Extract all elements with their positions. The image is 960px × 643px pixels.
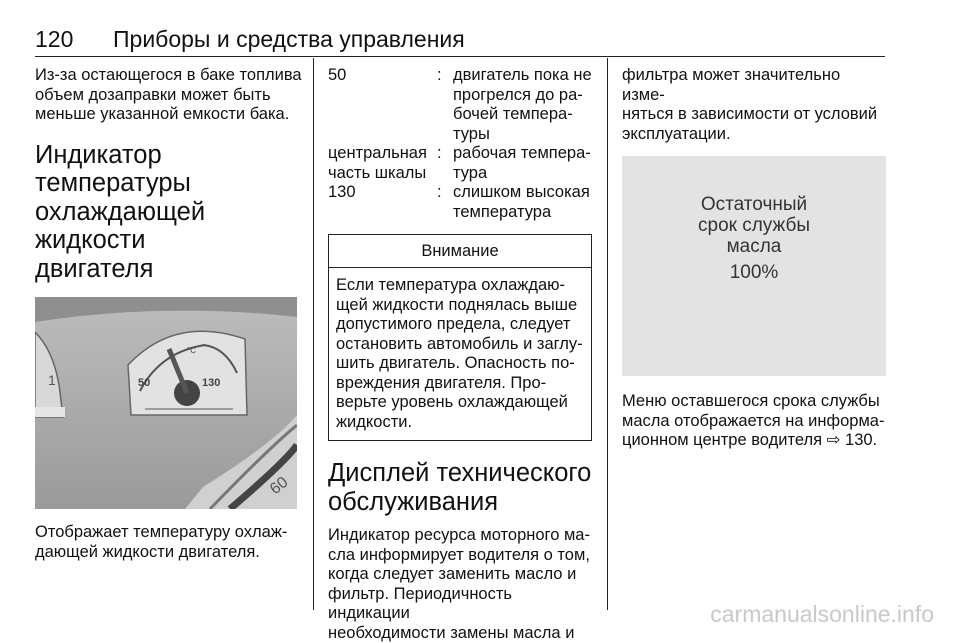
- spec-term: 50: [328, 66, 347, 84]
- oil-life-value: 100%: [729, 262, 779, 283]
- oil-life-caption: Меню оставшегося срока службы масла отображается на информа- ционном центре водителя ⇨ 130.: [622, 392, 885, 449]
- service-paragraph: Индикатор ресурса моторного ма- сла информирует водителя о том, когда следует заменить масло и фильтр. Периодичность индикации необходимости замены масла и: [328, 526, 590, 642]
- spec-term: 130: [328, 183, 356, 201]
- gauge-label-1: 1: [48, 372, 56, 388]
- column-right: [622, 66, 887, 451]
- spec-description: слишком высокая температура: [453, 183, 590, 221]
- spec-row: центральная часть шкалы : рабочая темпера- тура: [328, 144, 593, 183]
- warning-box: [328, 234, 592, 441]
- oil-life-title: Остаточный срок службы масла: [698, 194, 810, 257]
- page-number: 120: [35, 26, 74, 52]
- service-display-heading: Дисплей технического обслуживания: [328, 459, 592, 516]
- spec-description: рабочая темпера- тура: [453, 144, 591, 182]
- warning-body: Если температура охлаждаю- щей жидкости поднялась выше допустимого предела, следует остановить автомобиль и заглу- шить двигатель. Опасность по- вреждения двигателя. Про- верьте уровень охлаждающей жидкости.: [336, 276, 583, 431]
- gauge-label-celsius: °C: [187, 346, 196, 355]
- watermark: carmanualsonline.info: [710, 601, 934, 627]
- spec-description: двигатель пока не прогрелся до ра- бочей темпера- туры: [453, 66, 592, 143]
- coolant-gauge-illustration: [35, 297, 297, 509]
- spec-term: центральная часть шкалы: [328, 144, 427, 182]
- chapter-title: Приборы и средства управления: [113, 26, 465, 52]
- intro-paragraph: Из-за остающегося в баке топлива объем дозаправки может быть меньше указанной емкости бака.: [35, 66, 302, 123]
- column-left: [35, 66, 303, 562]
- column-middle: [328, 66, 593, 643]
- coolant-temperature-heading: Индикатор температуры охлаждающей жидкости двигателя: [35, 140, 206, 283]
- spec-row: 130 : слишком высокая температура: [328, 183, 593, 222]
- gauge-label-50: 50: [138, 377, 151, 389]
- continuation-paragraph: фильтра может значительно изме- няться в зависимости от условий эксплуатации.: [622, 66, 878, 143]
- oil-life-display-screen: [622, 156, 886, 376]
- gauge-label-60: 60: [266, 473, 292, 499]
- warning-title: Внимание: [329, 235, 591, 268]
- spec-row: 50 : двигатель пока не прогрелся до ра- бочей темпера- туры: [328, 66, 592, 143]
- column-divider: [607, 58, 608, 610]
- gauge-label-130: 130: [202, 377, 221, 389]
- column-divider: [313, 58, 314, 610]
- gauge-caption: Отображает температуру охлаж- дающей жидкости двигателя.: [35, 523, 288, 561]
- page-header: [35, 26, 885, 57]
